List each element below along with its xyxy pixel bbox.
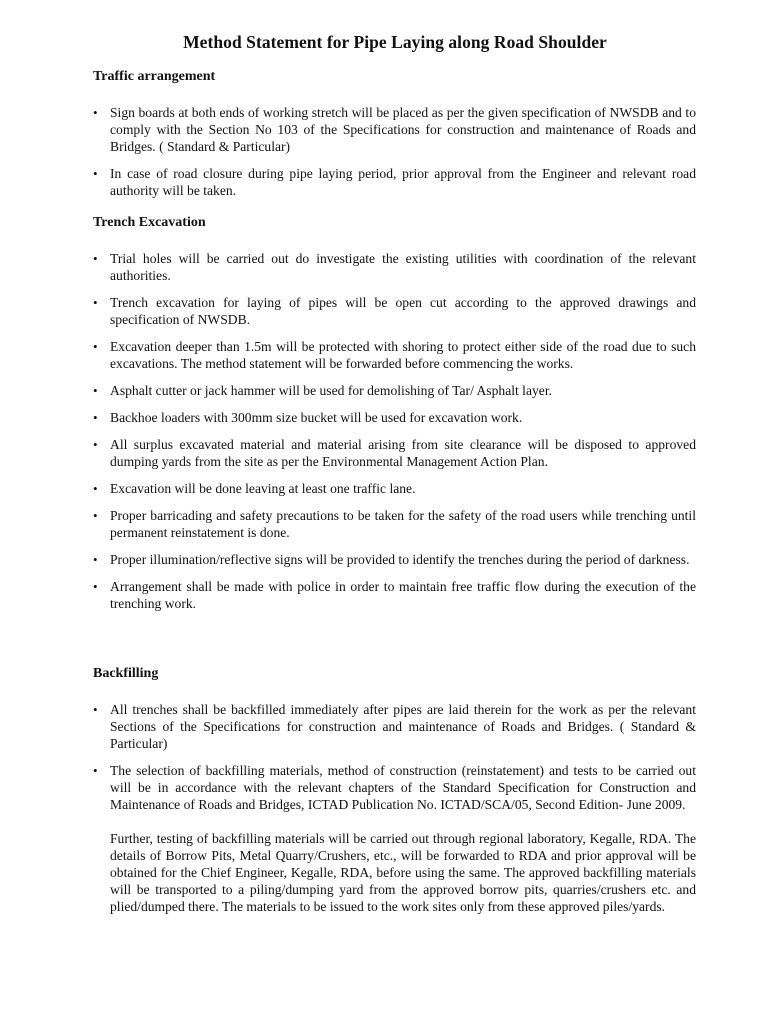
list-item-text: Arrangement shall be made with police in order to maintain free traffic flow during the execution of the trenching work. [110, 579, 696, 611]
bullet-icon: • [93, 251, 98, 266]
bullet-icon: • [93, 410, 98, 425]
list-item [93, 551, 696, 568]
list-item-text: Excavation will be done leaving at least one traffic lane. [110, 481, 416, 496]
list-item [93, 294, 696, 328]
backfilling-list [93, 701, 696, 925]
list-item-text: Asphalt cutter or jack hammer will be used for demolishing of Tar/ Asphalt layer. [110, 383, 552, 398]
list-item [93, 578, 696, 612]
list-item [93, 104, 696, 155]
list-item-text-continued: Further, testing of backfilling materials will be carried out through regional laboratory, Kegalle, RDA. The details of Borrow Pits, Metal Quarry/Crushers, etc., will be forwarded to RDA and prior approval will be obtained for the Chief Engineer, Kegalle, RDA, before using the same. The approved backfilling materials will be transported to a piling/dumping yard from the approved borrow pits, quarries/crushers etc. and plied/dumped there. The materials to be issued to the work sites only from these approved piles/yards. [110, 831, 696, 914]
list-item-text: Proper barricading and safety precautions to be taken for the safety of the road users while trenching until permanent reinstatement is done. [110, 508, 696, 540]
bullet-icon: • [93, 437, 98, 452]
bullet-icon: • [93, 508, 98, 523]
bullet-icon: • [93, 702, 98, 717]
list-item-text: All trenches shall be backfilled immediately after pipes are laid therein for the work as per the relevant Sections of the Specifications for construction and maintenance of Roads and Bridges. ( Standard & Particular) [110, 702, 696, 751]
list-item-text: Proper illumination/reflective signs will be provided to identify the trenches during the period of darkness. [110, 552, 690, 567]
list-item-text: Backhoe loaders with 300mm size bucket will be used for excavation work. [110, 410, 523, 425]
list-item-text: Excavation deeper than 1.5m will be protected with shoring to protect either side of the road due to such excavations. The method statement will be forwarded before commencing the works. [110, 339, 696, 371]
list-item-text: All surplus excavated material and material arising from site clearance will be disposed to approved dumping yards from the site as per the Environmental Management Action Plan. [110, 437, 696, 469]
traffic-arrangement-list [93, 104, 696, 209]
list-item-text: Trench excavation for laying of pipes will be open cut according to the approved drawings and specification of NWSDB. [110, 295, 696, 327]
list-item-text: Trial holes will be carried out do investigate the existing utilities with coordination of the relevant authorities. [110, 251, 696, 283]
list-item [93, 338, 696, 372]
list-item [93, 409, 696, 426]
list-item [93, 701, 696, 752]
bullet-icon: • [93, 105, 98, 120]
list-item-text: In case of road closure during pipe laying period, prior approval from the Engineer and relevant road authority will be taken. [110, 166, 696, 198]
list-item [93, 382, 696, 399]
bullet-icon: • [93, 166, 98, 181]
list-item-text: Sign boards at both ends of working stretch will be placed as per the given specification of NWSDB and to comply with the Section No 103 of the Specifications for construction and maintenance of Roads and Bridges. ( Standard & Particular) [110, 105, 696, 154]
section-heading-traffic-arrangement: Traffic arrangement [93, 69, 216, 84]
list-item [93, 165, 696, 199]
bullet-icon: • [93, 383, 98, 398]
trench-excavation-list [93, 250, 696, 622]
list-item [93, 762, 696, 915]
bullet-icon: • [93, 763, 98, 778]
list-item [93, 436, 696, 470]
list-item [93, 507, 696, 541]
bullet-icon: • [93, 579, 98, 594]
list-item [93, 480, 696, 497]
section-heading-backfilling: Backfilling [93, 666, 159, 681]
list-item [93, 250, 696, 284]
document-title: Method Statement for Pipe Laying along Road Shoulder [183, 32, 607, 52]
section-heading-trench-excavation: Trench Excavation [93, 215, 206, 230]
bullet-icon: • [93, 481, 98, 496]
bullet-icon: • [93, 552, 98, 567]
bullet-icon: • [93, 295, 98, 310]
bullet-icon: • [93, 339, 98, 354]
list-item-text: The selection of backfilling materials, method of construction (reinstatement) and tests to be carried out will be in accordance with the relevant chapters of the Standard Specification for Construction and Maintenance of Roads and Bridges, ICTAD Publication No. ICTAD/SCA/05, Second Edition- June 2009. [110, 763, 696, 812]
